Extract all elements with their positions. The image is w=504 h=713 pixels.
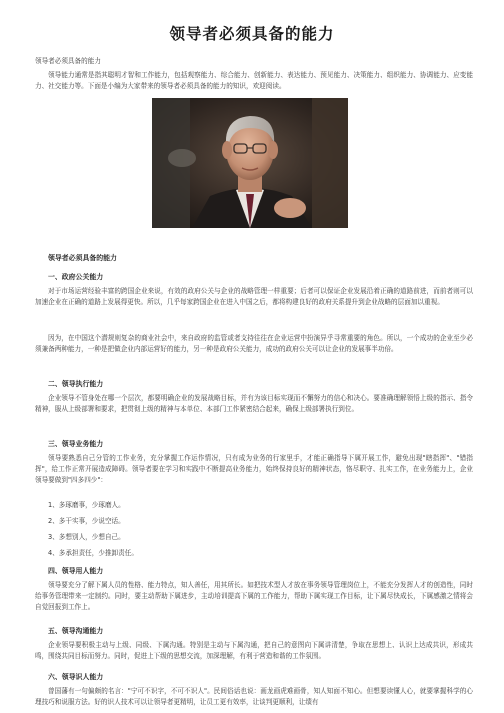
list-item: 3、多想别人，少想自己。 (48, 533, 125, 541)
section-paragraph: 领导要充分了解下属人员的性格、能力特点，知人善任，用其所长。如把技术型人才放在事务领导管理岗位上，不能充分发挥人才的创造性，同时给事务管理带来一定制约。同时，要主动帮助下属进步，主动培训提高下属的工作能力，帮助下属实现工作目标，让下属尽快成长，下属感激之情将会自觉回报到工作上。 (35, 581, 473, 612)
section-paragraph: 因为，在中国这个潜规则复杂的商业社会中，来自政府的监管或者支持往往在企业运营中扮演异乎寻常重要的角色。所以，一个成功的企业至少必须兼备两种能力，一种是把做企业内部运营好的能力，另一种是政府公关能力，成功的政府公关可以让企业的发展事半功倍。 (35, 334, 473, 354)
section-paragraph: 曾国藩有一句偏颇的名言："宁可不识字，不可不识人"。民间俗话也说：画龙画虎难画骨，知人知面不知心。但想要读懂人心，就要掌握科学的心理技巧和说服方法。好的识人技术可以让领导者更精明，让员工更有效率，让谈判更顺利，让绩有 (35, 687, 473, 707)
page-title: 领导者必须具备的能力 (169, 25, 335, 43)
subtitle: 领导者必须具备的能力 (35, 57, 101, 65)
section-paragraph: 对于市场运营经验丰富的跨国企业来说，有效的政府公关与企业的战略管理一样重要；后者可以保证企业发展沿着正确的道路前进，而前者则可以加速企业在正确的道路上发展得更快。所以，几乎每家跨国企业在进入中国之后，都将构建良好的政府关系提升到企业战略的层面加以重视。 (35, 287, 473, 307)
list-item: 2、多干实事，少说空话。 (48, 517, 125, 525)
portrait-photo (152, 98, 348, 228)
list-item: 4、多承担责任，少推卸责任。 (48, 549, 138, 557)
section-heading: 四、领导用人能力 (48, 567, 104, 575)
section-heading: 一、政府公关能力 (48, 273, 104, 281)
section-heading: 六、领导识人能力 (48, 673, 104, 681)
section-title: 领导者必须具备的能力 (48, 254, 117, 262)
section-paragraph: 企业领导不管身处在哪一个层次，都要明确企业的发展战略目标，并有为该目标实现而不懈努力的信心和决心。要准确理解领悟上级的指示、指令精神，服从上级部署和要求，把贯彻上级的精神与本单位、本部门工作紧密结合起来，确保上级部署执行到位。 (35, 394, 473, 414)
intro-paragraph: 领导能力通常是指其聪明才智和工作能力，包括观察能力、综合能力、创新能力、表达能力、预见能力、决策能力、组织能力、协调能力、应变能力、社交能力等。下面是小编为大家带来的领导者必须具备的能力的知识，欢迎阅读。 (35, 71, 473, 91)
section-paragraph: 企业领导要积极主动与上级、同级、下属沟通。特别是主动与下属沟通，把自己的意图向下属讲清楚，争取在思想上、认识上达成共识，形成共鸣，围绕共同目标而努力。同时，促进上下级的思想交流，加深理解，有利于营造和谐的工作氛围。 (35, 641, 473, 661)
section-heading: 二、领导执行能力 (48, 380, 104, 388)
section-heading: 五、领导沟通能力 (48, 627, 104, 635)
portrait-photo-image (152, 98, 348, 228)
section-paragraph: 领导要熟悉自己分管的工作业务，充分掌握工作运作情况，只有成为业务的行家里手，才能正确指导下属开展工作，避免出现"瞎指挥"、"错指挥"，给工作正常开展造成障碍。领导者要在学习和实践中不断提高业务能力，始终保持良好的精神状态，恪尽职守、扎实工作，在业务能力上，企业领导要做到"四多四少"： (35, 454, 473, 485)
section-heading: 三、领导业务能力 (48, 440, 104, 448)
list-item: 1、多琢磨事，少琢磨人。 (48, 501, 125, 509)
